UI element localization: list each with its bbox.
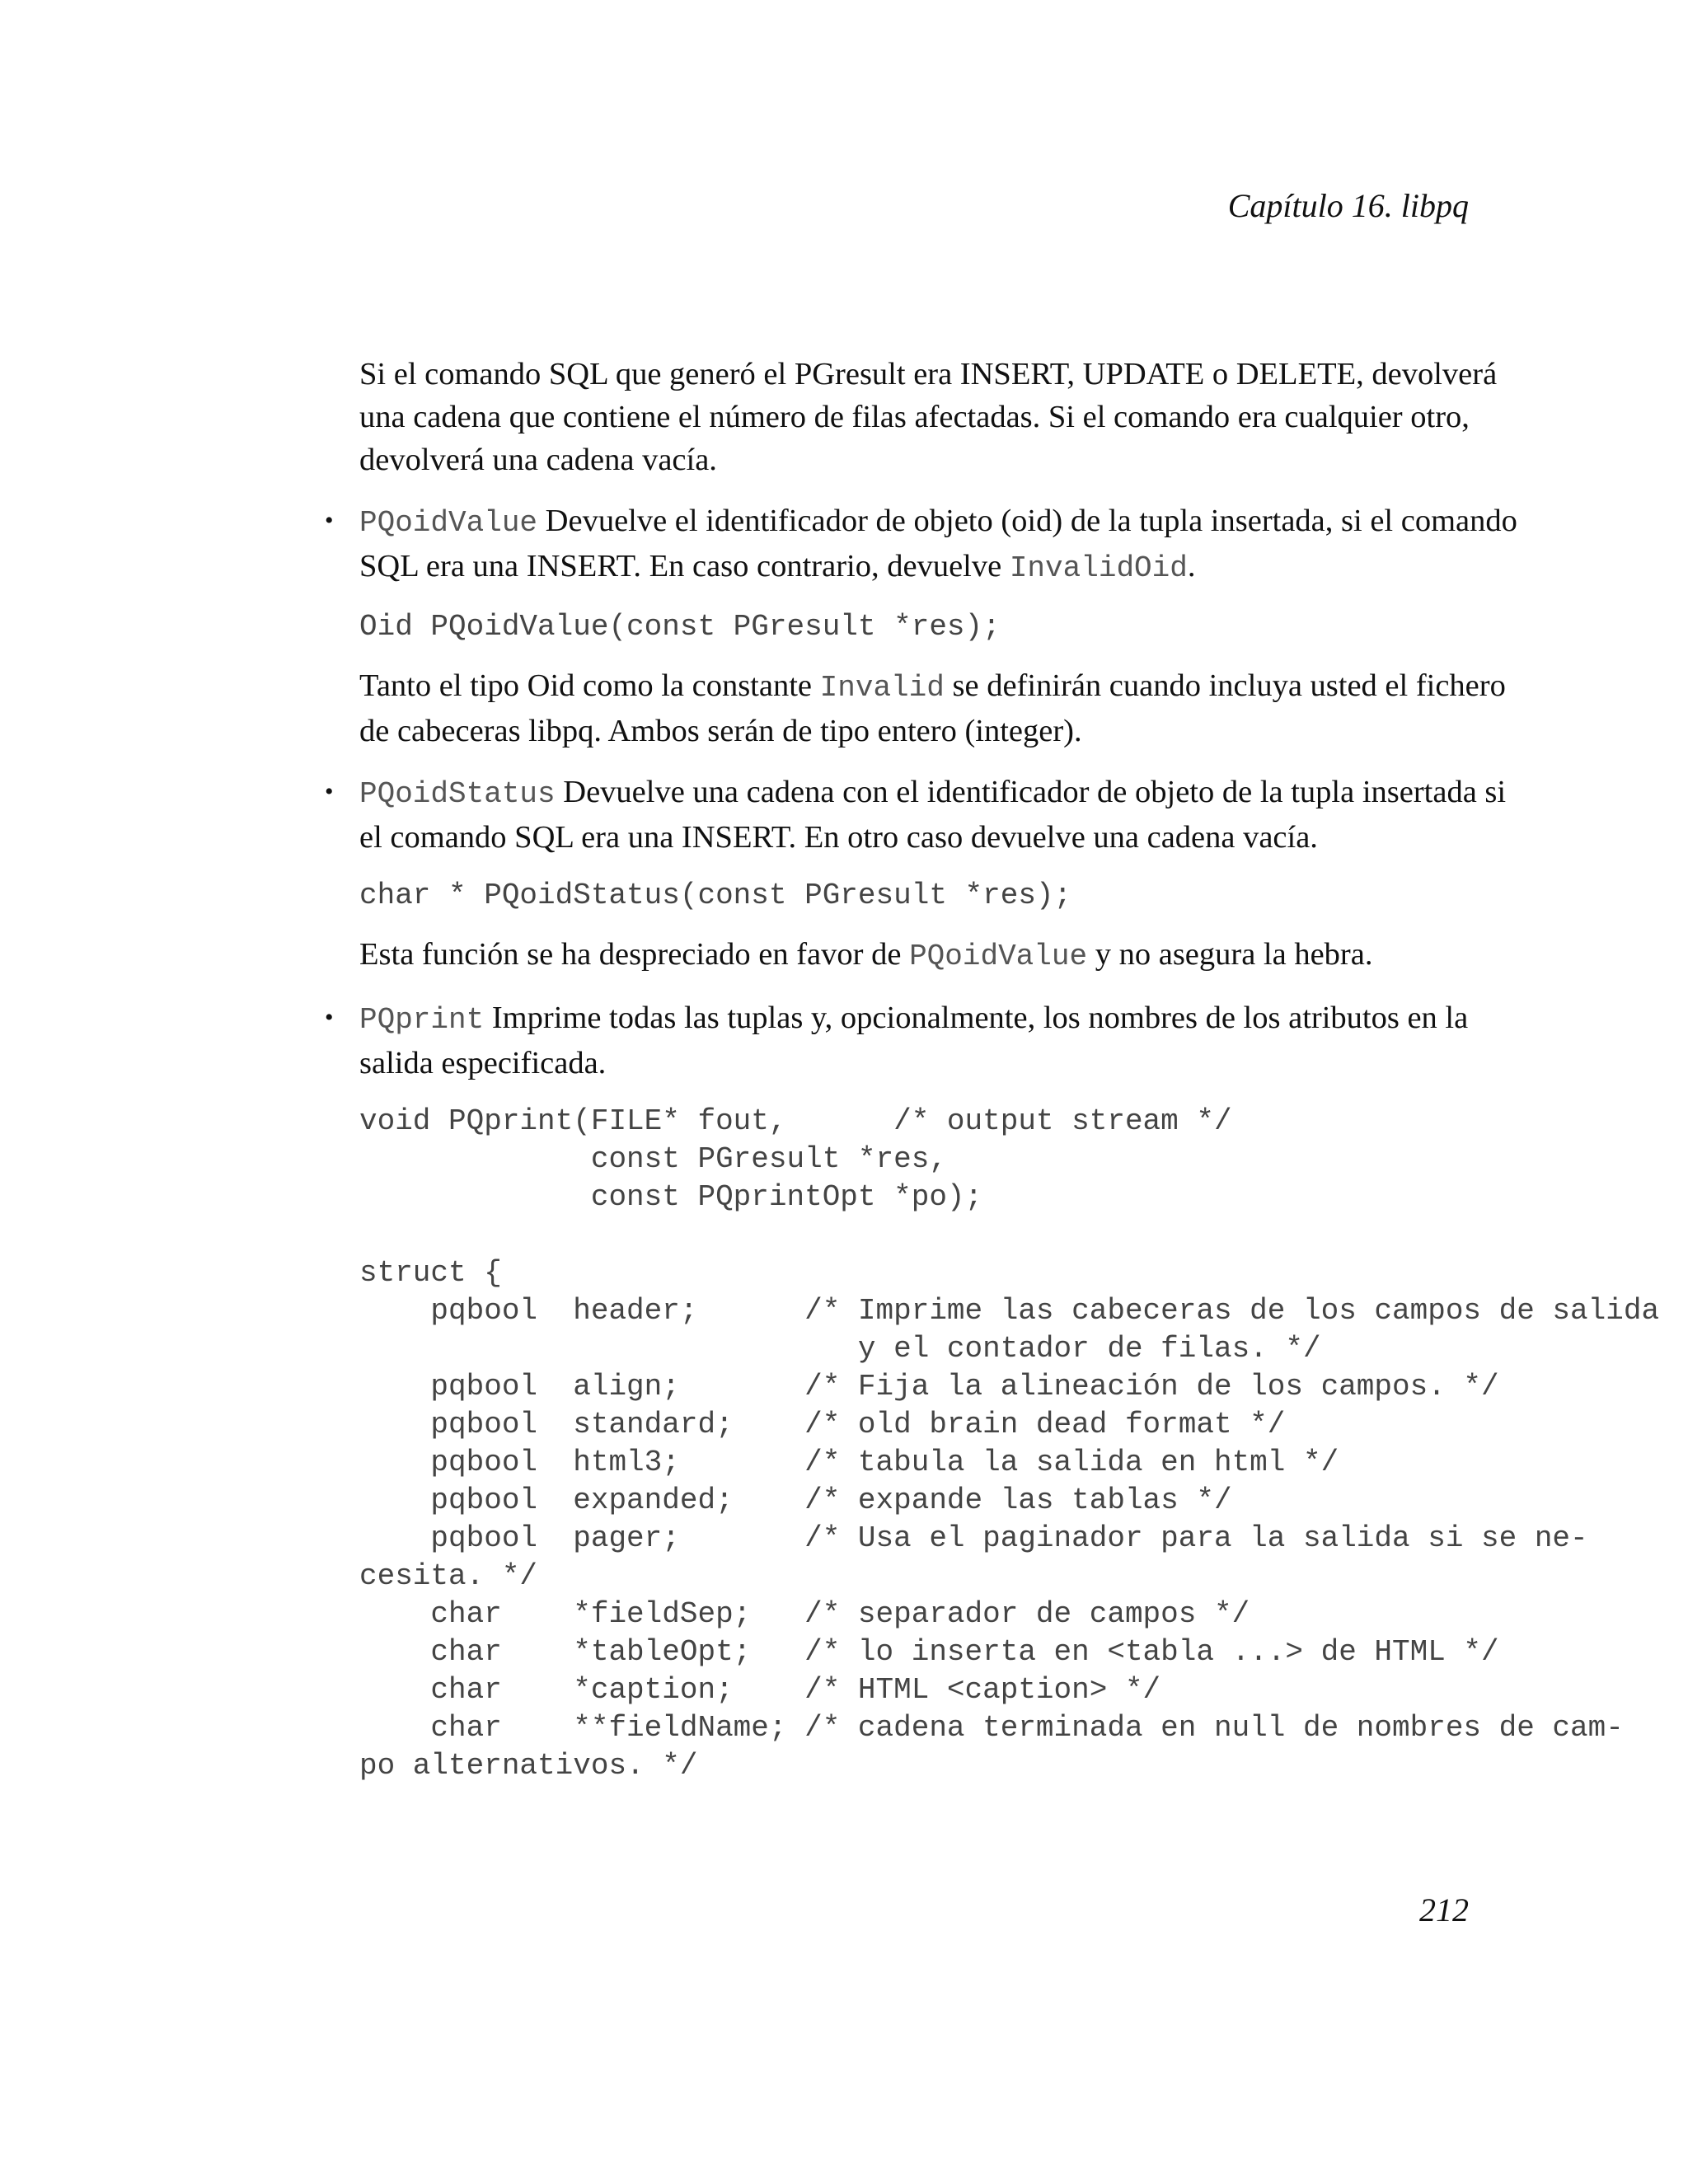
list-item-pqprint: [325, 996, 1660, 1785]
function-name: PQprint: [359, 1003, 485, 1037]
note-text: Esta función se ha despreciado en favor de: [359, 937, 910, 972]
function-name: PQoidStatus: [359, 777, 556, 811]
item-description: [359, 499, 1530, 590]
code-block: void PQprint(FILE* fout, /* output stream */ const PGresult *res, const PQprintOpt *po); struct { pqbool header; /* Imprime las cabeceras de los campos de salida y el contador de filas. */ pqbool align; /* Fija la alineación de los campos. */ pqbool standard; /* old brain dead format */ pqbool html3; /* tabula la salida en html */ pqbool expanded; /* expande las tablas */ pqbool pager; /* Usa el paginador para la salida si se ne- cesita. */ char *fieldSep; /* separador de campos */ char *tableOpt; /* lo inserta en <tabla ...> de HTML */ char *caption; /* HTML <caption> */ char **fieldName; /* cadena terminada en null de nombres de cam- po alternativos. */: [359, 1104, 1660, 1783]
description-text: Devuelve una cadena con el identificador de objeto de la tupla insertada si el comando SQL era una INSERT. En otro caso devuelve una cadena vacía.: [359, 775, 1507, 855]
function-name: PQoidValue: [359, 506, 538, 540]
page-body: [325, 353, 1660, 1803]
inline-code: Invalid: [819, 671, 945, 705]
list-item-pqoidvalue: [325, 499, 1530, 752]
page-number: 212: [1419, 1891, 1469, 1929]
item-description: [359, 996, 1530, 1085]
description-text: Devuelve el identificador de objeto (oid) de la tupla insertada, si el comando SQL era una INSERT. En caso contrario, devuelve: [359, 504, 1517, 583]
item-note: [359, 664, 1530, 752]
note-text: Tanto el tipo Oid como la constante: [359, 668, 820, 703]
description-text-end: .: [1187, 549, 1196, 583]
list-item-pqoidstatus: [325, 771, 1530, 978]
item-description: [359, 771, 1530, 859]
bullet-icon: •: [325, 778, 334, 805]
inline-code: InvalidOid: [1009, 551, 1188, 585]
intro-paragraph: Si el comando SQL que generó el PGresult era INSERT, UPDATE o DELETE, devolverá una cadena que contiene el número de filas afectadas. Si el comando era cualquier otro, devolverá una cadena vacía.: [359, 357, 1498, 477]
note-text-end: y no asegura la hebra.: [1087, 937, 1373, 972]
bullet-icon: •: [325, 507, 334, 534]
note-text-end: se definirán cuando incluya usted el fichero de cabeceras libpq. Ambos serán de tipo entero (integer).: [359, 668, 1506, 748]
function-signature: char * PQoidStatus(const PGresult *res);: [359, 879, 1072, 912]
bullet-icon: •: [325, 1004, 334, 1031]
inline-code: PQoidValue: [909, 940, 1088, 973]
description-text: Imprime todas las tuplas y, opcionalmente, los nombres de los atributos en la salida especificada.: [359, 1001, 1469, 1080]
item-note: [359, 933, 1530, 978]
function-signature: Oid PQoidValue(const PGresult *res);: [359, 610, 1001, 644]
running-header: Capítulo 16. libpq: [1227, 187, 1469, 224]
